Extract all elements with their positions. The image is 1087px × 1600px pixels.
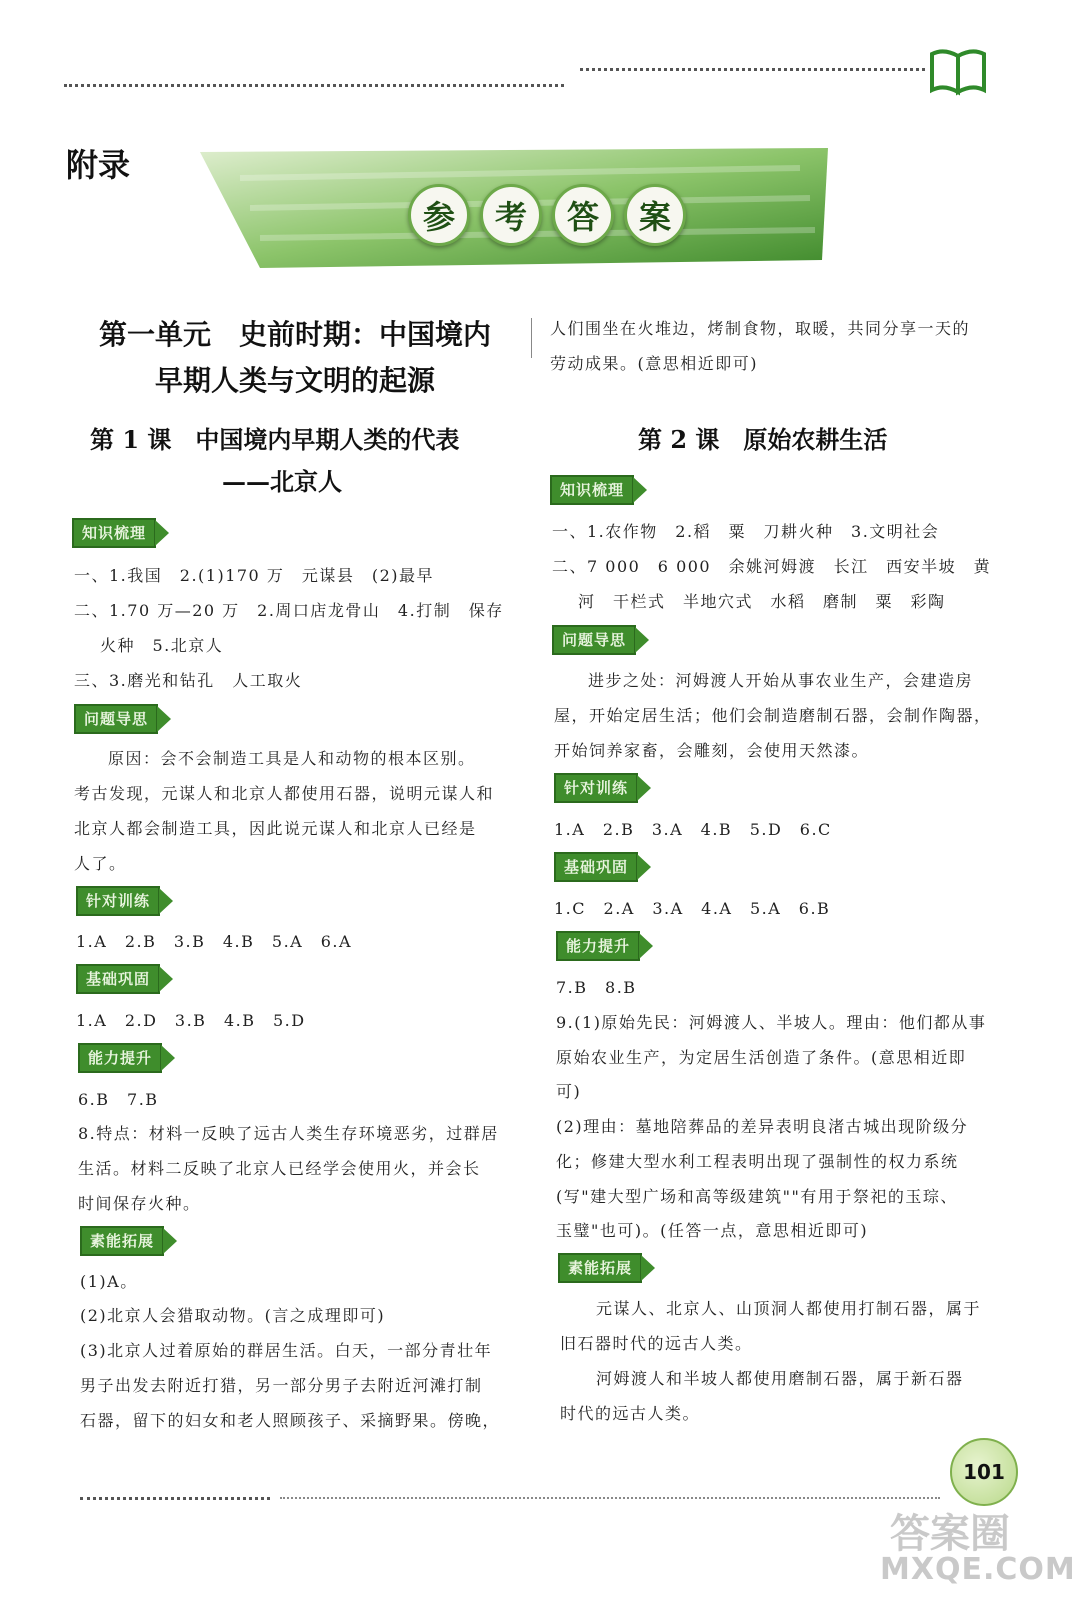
answer-line: 一、1.我国 2.(1)170 万 元谋县 (2)最早 xyxy=(74,566,434,585)
answer-line: 火种 5.北京人 xyxy=(100,636,224,655)
answer-line: 生活。材料二反映了北京人已经学会使用火，并会长 xyxy=(78,1159,481,1178)
section-tag-training: 针对训练 xyxy=(554,775,651,801)
answer-line: 河 干栏式 半地穴式 水稻 磨制 粟 彩陶 xyxy=(578,592,946,611)
answer-line: 开始饲养家畜，会雕刻，会使用天然漆。 xyxy=(554,741,870,760)
section-tag-basic: 基础巩固 xyxy=(554,854,651,880)
answer-line: 时代的远古人类。 xyxy=(560,1404,701,1423)
answer-line: 1.A 2.B 3.B 4.B 5.A 6.A xyxy=(76,932,353,951)
answer-line: 劳动成果。(意思相近即可) xyxy=(550,354,758,373)
answer-line: 一、1.农作物 2.稻 粟 刀耕火种 3.文明社会 xyxy=(552,522,940,541)
watermark-text: 答案圈 xyxy=(890,1511,1010,1557)
answer-line: 1.C 2.A 3.A 4.A 5.A 6.B xyxy=(554,899,831,918)
answer-line: 6.B 7.B xyxy=(78,1090,159,1109)
unit-title-line2: 早期人类与文明的起源 xyxy=(154,364,435,397)
lesson1-title: 第 1 课 中国境内早期人类的代表 xyxy=(90,425,460,454)
header-dotted-rule-left xyxy=(64,84,564,87)
appendix-label: 附录 xyxy=(66,146,131,184)
answer-line: (2)理由：墓地陪葬品的差异表明良渚古城出现阶级分 xyxy=(556,1117,969,1136)
lesson1-subtitle: ——北京人 xyxy=(222,467,342,496)
answer-line: 8.特点：材料一反映了远古人类生存环境恶劣，过群居 xyxy=(78,1124,499,1143)
section-tag-basic: 基础巩固 xyxy=(76,966,173,992)
answer-line: 进步之处：河姆渡人开始从事农业生产，会建造房 xyxy=(588,671,974,690)
answer-line: (2)北京人会猎取动物。(言之成理即可) xyxy=(80,1306,386,1325)
section-tag-knowledge: 知识梳理 xyxy=(72,520,169,546)
answer-line: 原因：会不会制造工具是人和动物的根本区别。 xyxy=(108,749,476,768)
section-tag-question: 问题导思 xyxy=(74,706,171,732)
unit-title-line1: 第一单元 史前时期：中国境内 xyxy=(98,318,491,351)
watermark-url: MXQE.COM xyxy=(880,1552,1076,1587)
open-book-icon xyxy=(928,44,988,96)
answer-line: 二、1.70 万—20 万 2.周口店龙骨山 4.打制 保存 xyxy=(74,601,504,620)
section-tag-question: 问题导思 xyxy=(552,627,649,653)
header-dotted-rule-right xyxy=(580,68,925,71)
section-tag-extend: 素能拓展 xyxy=(558,1255,655,1281)
answer-line: 石器，留下的妇女和老人照顾孩子、采摘野果。傍晚， xyxy=(80,1411,501,1430)
answer-line: 考古发现，元谋人和北京人都使用石器，说明元谋人和 xyxy=(74,784,495,803)
answer-line: 旧石器时代的远古人类。 xyxy=(560,1334,753,1353)
section-tag-training: 针对训练 xyxy=(76,888,173,914)
banner-title xyxy=(408,184,686,246)
section-tag-ability: 能力提升 xyxy=(78,1045,175,1071)
answer-line: 人们围坐在火堆边，烤制食物，取暖，共同分享一天的 xyxy=(550,319,971,338)
answer-line: 7.B 8.B xyxy=(556,978,637,997)
lesson2-title: 第 2 课 原始农耕生活 xyxy=(638,425,888,454)
answer-line: 人了。 xyxy=(74,854,127,873)
answer-line: 1.A 2.D 3.B 4.B 5.D xyxy=(76,1011,306,1030)
answer-line: 玉璧"也可)。(任答一点，意思相近即可) xyxy=(556,1221,869,1240)
answer-line: 1.A 2.B 3.A 4.B 5.D 6.C xyxy=(554,820,832,839)
answer-line: 屋，开始定居生活；他们会制造磨制石器，会制作陶器， xyxy=(554,706,992,725)
answer-line: 二、7 000 6 000 余姚河姆渡 长江 西安半坡 黄 xyxy=(552,557,992,576)
footer-dotted-rule-left xyxy=(80,1497,270,1500)
banner-char: 案 xyxy=(624,184,686,246)
column-divider xyxy=(531,318,532,358)
section-tag-ability: 能力提升 xyxy=(556,933,653,959)
footer-dotted-rule-right xyxy=(280,1497,940,1499)
answer-line: 9.(1)原始先民：河姆渡人、半坡人。理由：他们都从事 xyxy=(556,1013,987,1032)
answer-line: (3)北京人过着原始的群居生活。白天，一部分青壮年 xyxy=(80,1341,493,1360)
answer-line: 时间保存火种。 xyxy=(78,1194,201,1213)
answer-line: (写"建大型广场和高等级建筑""有用于祭祀的玉琮、 xyxy=(556,1187,958,1206)
banner-char: 考 xyxy=(480,184,542,246)
banner-char: 参 xyxy=(408,184,470,246)
answer-line: 男子出发去附近打猎，另一部分男子去附近河滩打制 xyxy=(80,1376,483,1395)
section-tag-knowledge: 知识梳理 xyxy=(550,477,647,503)
answer-line: 北京人都会制造工具，因此说元谋人和北京人已经是 xyxy=(74,819,477,838)
answer-line: 三、3.磨光和钻孔 人工取火 xyxy=(74,671,303,690)
answer-line: 河姆渡人和半坡人都使用磨制石器，属于新石器 xyxy=(596,1369,964,1388)
page-number: 101 xyxy=(950,1438,1018,1506)
banner-char: 答 xyxy=(552,184,614,246)
section-tag-extend: 素能拓展 xyxy=(80,1228,177,1254)
answer-line: 原始农业生产，为定居生活创造了条件。(意思相近即 xyxy=(556,1048,967,1067)
answer-line: 元谋人、北京人、山顶洞人都使用打制石器，属于 xyxy=(596,1299,982,1318)
answer-line: 可) xyxy=(556,1082,582,1101)
answer-line: 化；修建大型水利工程表明出现了强制性的权力系统 xyxy=(556,1152,959,1171)
answer-line: (1)A。 xyxy=(80,1272,138,1291)
